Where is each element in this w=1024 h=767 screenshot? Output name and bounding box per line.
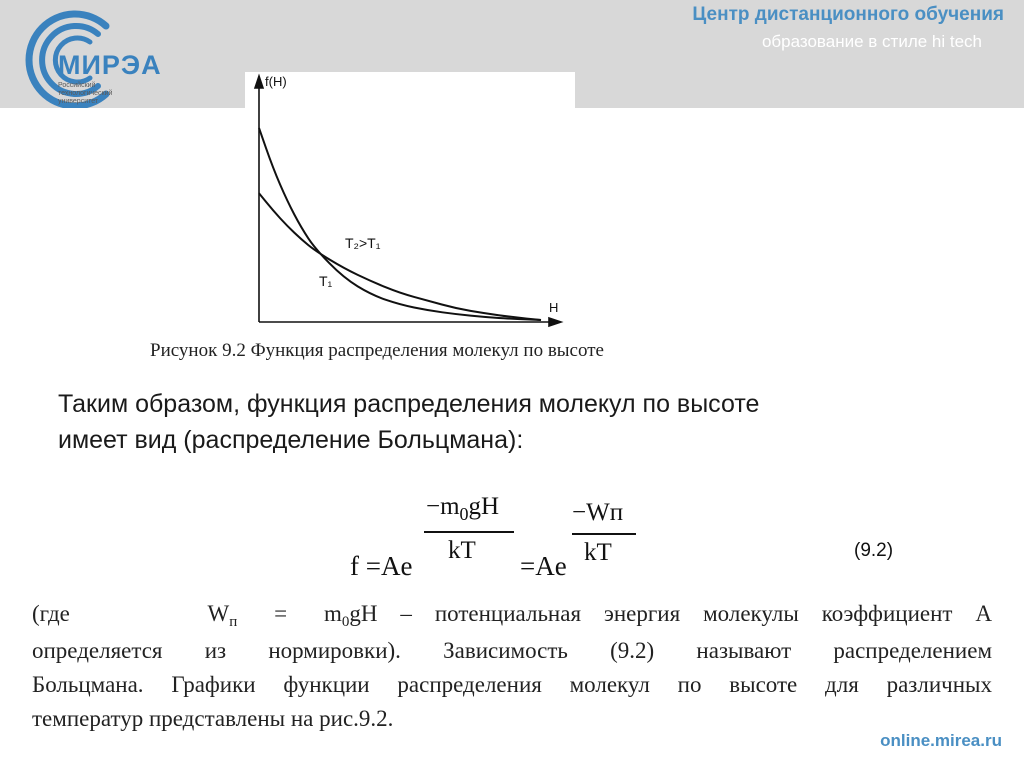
- series-line-2: [259, 193, 541, 320]
- formula-exp2-denominator: kT: [584, 539, 612, 566]
- figure-caption: Рисунок 9.2 Функция распределения молекул по высоте: [150, 340, 604, 361]
- x-axis-arrow-icon: [549, 318, 561, 326]
- curve-label-t1: T₁: [319, 273, 333, 289]
- distribution-figure: [245, 72, 575, 334]
- x-axis-label: H: [549, 300, 559, 315]
- mirea-logo: [6, 4, 176, 108]
- logo-wordmark: МИРЭА: [58, 50, 162, 80]
- body-line-2: определяется из нормировки). Зависимость (9.2) называют распределением: [32, 638, 992, 663]
- body-line-1: (где $W_п = m_0gH$ – потенциальная энергия молекулы коэффициент A: [32, 597, 992, 634]
- y-axis-label: f(H): [265, 74, 287, 89]
- curve-label-t2: T₂>T₁: [345, 235, 381, 251]
- formula-lhs: f =Ae: [350, 551, 413, 581]
- logo-subtitle: Российский технологический университет: [58, 82, 113, 105]
- series-layer: [259, 128, 541, 320]
- intro-line-2: имеет вид (распределение Больцмана):: [58, 426, 524, 454]
- equation-number: (9.2): [854, 540, 894, 561]
- intro-line-1: Таким образом, функция распределения молекул по высоте: [58, 390, 760, 418]
- boltzmann-formula: [340, 493, 650, 585]
- header-title: Центр дистанционного обучения: [692, 4, 1004, 25]
- y-axis-arrow-icon: [255, 76, 263, 88]
- header-subtitle: образование в стиле hi tech: [761, 32, 982, 51]
- body-paragraph: [32, 597, 992, 736]
- formula-exp1-denominator: kT: [448, 537, 476, 564]
- potential-energy-expr: $W_п = m_0gH$: [207, 601, 378, 630]
- body-line-4: температур представлены на рис.9.2.: [32, 706, 394, 731]
- formula-exp1-numerator: $-m_0gH$: [426, 493, 500, 524]
- formula-fraction-line-2: [572, 533, 636, 535]
- body-line-3: Больцмана. Графики функции распределения молекул по высоте для различных: [32, 672, 992, 697]
- series-line-1: [259, 128, 541, 320]
- formula-exp2-numerator: −Wп: [572, 499, 624, 526]
- formula-mid: =Ae: [520, 551, 567, 581]
- footer-url: online.mirea.ru: [880, 731, 1002, 750]
- intro-paragraph: [58, 386, 978, 458]
- distribution-chart: [245, 72, 575, 334]
- formula-fraction-line-1: [424, 531, 514, 533]
